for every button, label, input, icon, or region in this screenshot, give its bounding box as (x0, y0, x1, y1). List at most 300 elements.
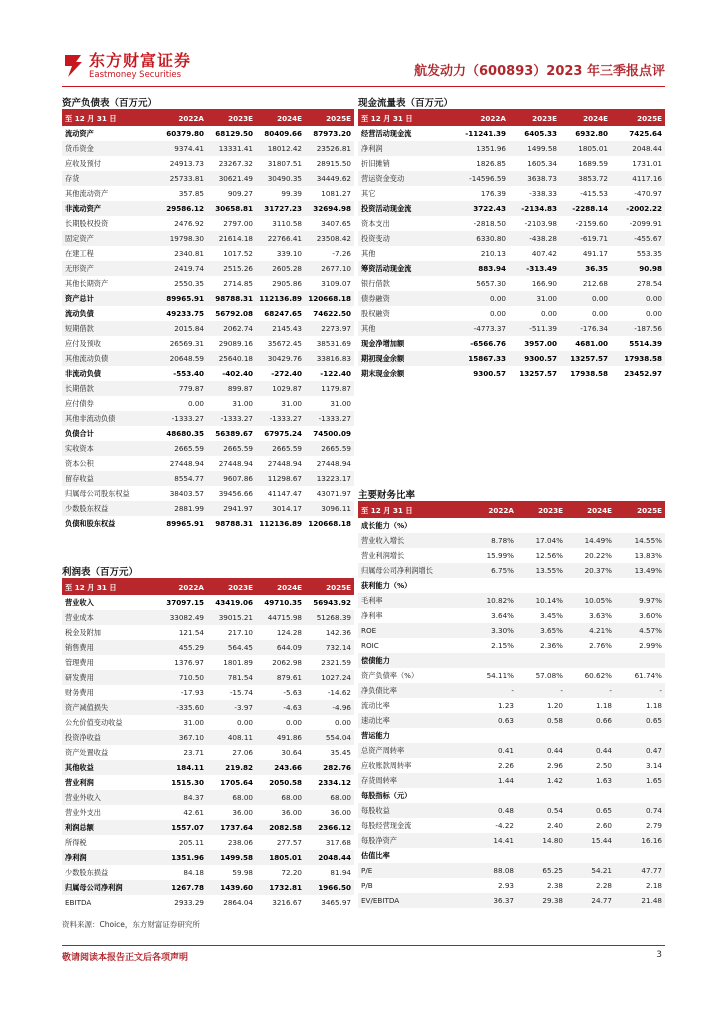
value-cell: -17.93 (180, 688, 204, 697)
value-cell: 212.68 (582, 279, 608, 288)
value-cell: 5657.30 (476, 279, 506, 288)
row-label: P/B (361, 881, 373, 890)
value-cell: 31.00 (232, 399, 253, 408)
table-row (62, 201, 354, 216)
value-cell: 15.44 (566, 833, 615, 848)
header-year-cell: 2024E (560, 111, 611, 126)
value-cell: 90.98 (611, 261, 665, 276)
table-row (358, 743, 665, 758)
value-cell: 1801.89 (223, 658, 253, 667)
value-cell: 19798.30 (158, 231, 207, 246)
value-cell: 36.35 (560, 261, 611, 276)
row-label: 应收账款周转率 (361, 761, 412, 770)
header-year-cell: 2023E (509, 111, 560, 126)
value-cell: -14596.59 (458, 171, 509, 186)
value-cell: 4117.16 (611, 171, 665, 186)
row-label: 营业成本 (62, 610, 158, 625)
value-cell: 26569.31 (169, 339, 204, 348)
table-row (62, 411, 354, 426)
table-row (358, 638, 665, 653)
value-cell: 3.60% (639, 611, 662, 620)
value-cell: 30429.76 (256, 351, 305, 366)
value-cell: 0.66 (566, 713, 615, 728)
value-cell: -5.63 (283, 688, 302, 697)
row-label: 其他 (358, 321, 458, 336)
table-row (62, 291, 354, 306)
value-cell: 47.77 (615, 863, 665, 878)
table-row (62, 790, 354, 805)
value-cell: 29089.16 (218, 339, 253, 348)
table-row (358, 231, 665, 246)
value-cell (517, 653, 566, 668)
value-cell (517, 728, 566, 743)
value-cell: 27448.94 (267, 459, 302, 468)
value-cell: 2.26 (497, 761, 514, 770)
value-cell: -455.67 (611, 231, 665, 246)
value-cell: 553.35 (636, 249, 662, 258)
table-row (358, 698, 665, 713)
value-cell: 1737.64 (207, 820, 256, 835)
value-cell: 4.57% (615, 623, 665, 638)
value-cell: -338.33 (529, 189, 557, 198)
value-cell: 1.23 (497, 701, 514, 710)
table-row (62, 141, 354, 156)
value-cell: 2.50 (595, 761, 612, 770)
value-cell: 142.36 (325, 628, 351, 637)
row-label: 非流动资产 (62, 201, 158, 216)
value-cell: 1027.24 (305, 670, 354, 685)
table-row (62, 730, 354, 745)
row-label: 非流动负债 (65, 369, 101, 378)
value-cell: 22766.41 (256, 231, 305, 246)
value-cell: 56389.67 (215, 429, 253, 438)
row-label: 资产总计 (62, 291, 158, 306)
header-period-cell: 至 12 月 31 日 (62, 111, 158, 126)
value-cell: -2103.98 (524, 219, 557, 228)
value-cell: 3.64% (491, 611, 514, 620)
value-cell: 0.00 (560, 291, 611, 306)
value-cell: 0.54 (517, 803, 566, 818)
header-year-cell: 2025E (305, 111, 354, 126)
value-cell: 84.37 (158, 790, 207, 805)
value-cell: 16.16 (615, 833, 665, 848)
value-cell: 2797.00 (223, 219, 253, 228)
value-cell: 21.48 (615, 893, 665, 908)
table-row (62, 850, 354, 865)
value-cell: 2.60 (595, 821, 612, 830)
value-cell: 2.76% (589, 641, 612, 650)
value-cell: 30.64 (281, 748, 302, 757)
value-cell: 3.65% (517, 623, 566, 638)
header-divider (62, 86, 665, 87)
row-label: 总资产周转率 (358, 743, 468, 758)
value-cell (615, 728, 665, 743)
value-cell: - (468, 683, 517, 698)
value-cell: 2.38 (546, 881, 563, 890)
value-cell: 121.54 (178, 628, 204, 637)
row-label: 净利润 (62, 850, 158, 865)
value-cell: 74500.09 (313, 429, 351, 438)
value-cell: 3407.65 (321, 219, 351, 228)
logo-cn-text: 东方财富证券 (89, 51, 192, 70)
footer-divider (62, 945, 665, 946)
value-cell: 27448.94 (218, 459, 253, 468)
value-cell: 17938.58 (570, 369, 608, 378)
value-cell: 4681.00 (575, 339, 608, 348)
table-row (358, 306, 665, 321)
value-cell: 217.10 (227, 628, 253, 637)
row-label: 营业外支出 (65, 808, 101, 817)
table-row (62, 426, 354, 441)
value-cell: 68247.65 (264, 309, 302, 318)
row-label: 净利润 (358, 141, 458, 156)
value-cell: 0.65 (566, 803, 615, 818)
value-cell: 5514.39 (629, 339, 662, 348)
value-cell (615, 578, 665, 593)
table-row (358, 653, 665, 668)
value-cell: 20.37% (566, 563, 615, 578)
value-cell: 10.14% (517, 593, 566, 608)
table-row (62, 516, 354, 531)
value-cell: 3.45% (540, 611, 563, 620)
value-cell: 3638.73 (509, 171, 560, 186)
table-row (358, 351, 665, 366)
value-cell: 2321.59 (321, 658, 351, 667)
value-cell: 2941.97 (207, 501, 256, 516)
table-row (62, 456, 354, 471)
table-row (62, 396, 354, 411)
table-row (358, 291, 665, 306)
value-cell (615, 518, 665, 533)
value-cell: 1029.87 (256, 381, 305, 396)
table-row (358, 893, 665, 908)
table-row (62, 441, 354, 456)
table-row (62, 610, 354, 625)
balance-sheet-table (62, 111, 354, 531)
value-cell: 9.97% (615, 593, 665, 608)
row-label: 偿债能力 (358, 653, 468, 668)
row-label: 财务费用 (65, 688, 94, 697)
value-cell: 23526.81 (305, 141, 354, 156)
value-cell (468, 788, 517, 803)
value-cell: 2048.44 (611, 141, 665, 156)
value-cell (566, 578, 615, 593)
value-cell (468, 728, 517, 743)
header-year-cell: 2022A (158, 580, 207, 595)
value-cell: 1605.34 (527, 159, 557, 168)
table-row (358, 533, 665, 548)
row-label: 税金及附加 (65, 628, 101, 637)
header-year-cell: 2023E (207, 580, 256, 595)
value-cell: -415.53 (580, 189, 608, 198)
row-label: 每股指标（元） (361, 791, 412, 800)
value-cell: 0.58 (517, 713, 566, 728)
value-cell: 564.45 (207, 640, 256, 655)
value-cell: 14.55% (615, 533, 665, 548)
value-cell: - (615, 683, 665, 698)
table-header-row (62, 580, 354, 595)
value-cell: 15867.33 (458, 351, 509, 366)
value-cell: 1.18 (645, 701, 662, 710)
value-cell: 68129.50 (215, 129, 253, 138)
row-label: 投资净收益 (62, 730, 158, 745)
value-cell: 43419.06 (215, 598, 253, 607)
row-label: 实收资本 (62, 441, 158, 456)
value-cell: 644.09 (256, 640, 305, 655)
row-label: 其他长期资产 (65, 279, 109, 288)
row-label: 应付及预收 (65, 339, 101, 348)
value-cell: 2.36% (540, 641, 563, 650)
value-cell: 282.76 (305, 760, 354, 775)
table-header-row (358, 503, 665, 518)
value-cell (468, 518, 517, 533)
header-year-cell: 2025E (305, 580, 354, 595)
value-cell: 491.86 (256, 730, 305, 745)
value-cell: 1689.59 (578, 159, 608, 168)
value-cell: 1705.64 (220, 778, 253, 787)
value-cell: 49233.75 (166, 309, 204, 318)
value-cell: -4.22 (495, 821, 514, 830)
value-cell: 56792.08 (215, 309, 253, 318)
value-cell: 31.00 (281, 399, 302, 408)
row-label: 营业利润增长 (361, 551, 405, 560)
value-cell: -470.97 (634, 189, 662, 198)
header-year-cell: 2024E (566, 503, 615, 518)
value-cell: 2550.35 (174, 279, 204, 288)
table-row (358, 773, 665, 788)
row-label: 管理费用 (65, 658, 94, 667)
value-cell: 899.87 (207, 381, 256, 396)
value-cell: 1439.60 (207, 880, 256, 895)
value-cell: 0.00 (611, 291, 665, 306)
value-cell: 2.79 (645, 821, 662, 830)
value-cell: -2159.60 (575, 219, 608, 228)
value-cell (566, 518, 615, 533)
table-row (62, 655, 354, 670)
income-statement-title: 利润表（百万元） (62, 567, 139, 578)
value-cell: 68.00 (305, 790, 354, 805)
value-cell: -1333.27 (305, 411, 354, 426)
value-cell (566, 788, 615, 803)
row-label: 少数股东损益 (65, 868, 109, 877)
value-cell (517, 788, 566, 803)
value-cell: 28915.50 (316, 159, 351, 168)
value-cell: 57.08% (535, 671, 563, 680)
value-cell: 277.57 (276, 838, 302, 847)
row-label: 流动资产 (65, 129, 94, 138)
row-label: 成长能力（%） (361, 521, 412, 530)
row-label: 无形资产 (62, 261, 158, 276)
value-cell: 8.78% (468, 533, 517, 548)
row-label: 资产处置收益 (65, 748, 109, 757)
value-cell: 6.75% (468, 563, 517, 578)
value-cell: 0.44 (517, 743, 566, 758)
value-cell: 184.11 (158, 760, 207, 775)
value-cell: -122.40 (320, 369, 351, 378)
row-label: 利润总额 (62, 820, 158, 835)
value-cell: 10.05% (566, 593, 615, 608)
row-label: 货币资金 (62, 141, 158, 156)
value-cell: 3014.17 (256, 501, 305, 516)
value-cell: 112136.89 (259, 519, 302, 528)
value-cell: 238.06 (227, 838, 253, 847)
table-row (62, 321, 354, 336)
value-cell: 74622.50 (313, 309, 351, 318)
row-label: 营业外收入 (62, 790, 158, 805)
value-cell: -4.63 (256, 700, 305, 715)
value-cell: 2145.43 (256, 321, 305, 336)
row-label: 每股经营现金流 (361, 821, 412, 830)
value-cell: 80409.66 (264, 129, 302, 138)
value-cell: 61.74% (634, 671, 662, 680)
value-cell: 43071.97 (316, 489, 351, 498)
value-cell: 24.77 (566, 893, 615, 908)
row-label: 其他 (361, 249, 376, 258)
row-label: 归属母公司股东权益 (65, 489, 130, 498)
value-cell (615, 848, 665, 863)
value-cell: 0.00 (458, 291, 509, 306)
value-cell: 51268.39 (305, 610, 354, 625)
table-row (358, 563, 665, 578)
value-cell: 317.68 (325, 838, 351, 847)
value-cell: -402.40 (222, 369, 253, 378)
row-label: 其它 (361, 189, 376, 198)
row-label: 营业收入 (65, 598, 94, 607)
header-period-cell: 至 12 月 31 日 (62, 580, 158, 595)
value-cell: 166.90 (531, 279, 557, 288)
value-cell: 2665.59 (256, 441, 305, 456)
value-cell: 2476.92 (174, 219, 204, 228)
row-label: 营运能力 (361, 731, 390, 740)
header-year-cell: 2025E (611, 111, 665, 126)
row-label: 长期股权投资 (65, 219, 109, 228)
table-row (62, 336, 354, 351)
value-cell: 17938.58 (611, 351, 665, 366)
value-cell: 36.00 (330, 808, 351, 817)
value-cell: 2.40 (546, 821, 563, 830)
value-cell: 0.00 (285, 718, 302, 727)
table-row (358, 803, 665, 818)
value-cell: 1499.58 (509, 141, 560, 156)
row-label: 短期借款 (62, 321, 158, 336)
value-cell: 89965.91 (166, 519, 204, 528)
value-cell: -1333.27 (207, 411, 256, 426)
value-cell: 31.00 (330, 399, 351, 408)
value-cell: 31807.51 (267, 159, 302, 168)
value-cell: 0.65 (615, 713, 665, 728)
value-cell: 14.41 (468, 833, 517, 848)
row-label: P/E (358, 863, 468, 878)
value-cell: 2515.26 (207, 261, 256, 276)
row-label: 归属母公司净利润增长 (358, 563, 468, 578)
row-label: 投资变动 (358, 231, 458, 246)
value-cell (517, 578, 566, 593)
value-cell: 2905.86 (272, 279, 302, 288)
value-cell: -4.96 (305, 700, 354, 715)
value-cell: 1826.85 (476, 159, 506, 168)
value-cell: 1.65 (615, 773, 665, 788)
row-label: 固定资产 (62, 231, 158, 246)
value-cell: 72.20 (281, 868, 302, 877)
value-cell: -2134.83 (509, 201, 560, 216)
table-row (358, 608, 665, 623)
value-cell: 2273.97 (305, 321, 354, 336)
value-cell: 15.99% (486, 551, 514, 560)
value-cell: - (566, 683, 615, 698)
value-cell (468, 653, 517, 668)
table-row (62, 820, 354, 835)
row-label: EBITDA (65, 898, 92, 907)
value-cell: 278.54 (636, 279, 662, 288)
value-cell: 6330.80 (458, 231, 509, 246)
value-cell: -4773.37 (458, 321, 509, 336)
value-cell (566, 728, 615, 743)
value-cell: 35.45 (330, 748, 351, 757)
value-cell: 18012.42 (256, 141, 305, 156)
table-row (62, 775, 354, 790)
data-source-note: 资料来源：Choice，东方财富证券研究所 (62, 920, 200, 929)
value-cell: 23267.32 (218, 159, 253, 168)
table-row (62, 471, 354, 486)
table-row (358, 758, 665, 773)
value-cell: 68.00 (256, 790, 305, 805)
value-cell: 1805.01 (560, 141, 611, 156)
value-cell: 2366.12 (305, 820, 354, 835)
value-cell: 2677.10 (305, 261, 354, 276)
value-cell: 1179.87 (305, 381, 354, 396)
value-cell: 32694.98 (305, 201, 354, 216)
value-cell: 6405.33 (524, 129, 557, 138)
row-label: 销售费用 (62, 640, 158, 655)
value-cell: 3096.11 (305, 501, 354, 516)
logo-en-text: Eastmoney Securities (89, 70, 182, 80)
row-label: 经营活动现金流 (361, 129, 412, 138)
table-row (358, 863, 665, 878)
value-cell: 2665.59 (158, 441, 207, 456)
value-cell: 1966.50 (305, 880, 354, 895)
value-cell (615, 788, 665, 803)
value-cell: 710.50 (158, 670, 207, 685)
value-cell: 33082.49 (158, 610, 207, 625)
value-cell: 99.39 (281, 189, 302, 198)
value-cell: 13.83% (634, 551, 662, 560)
row-label: 营业利润 (65, 778, 94, 787)
row-label: 债券融资 (358, 291, 458, 306)
value-cell: 36.00 (281, 808, 302, 817)
table-row (358, 186, 665, 201)
value-cell: 67975.24 (264, 429, 302, 438)
table-row (358, 578, 665, 593)
value-cell: -15.74 (229, 688, 253, 697)
row-label: 期末现金余额 (361, 369, 405, 378)
table-row (358, 276, 665, 291)
value-cell: -2818.50 (473, 219, 506, 228)
value-cell: 781.54 (207, 670, 256, 685)
table-row (62, 805, 354, 820)
value-cell: 491.17 (582, 249, 608, 258)
value-cell: 909.27 (227, 189, 253, 198)
value-cell: 0.00 (489, 309, 506, 318)
row-label: 应付债券 (65, 399, 94, 408)
value-cell: 9374.41 (158, 141, 207, 156)
table-row (62, 895, 354, 910)
table-row (358, 848, 665, 863)
value-cell: 2334.12 (318, 778, 351, 787)
value-cell: 1.44 (468, 773, 517, 788)
value-cell: 1557.07 (158, 820, 207, 835)
value-cell: 0.00 (334, 718, 351, 727)
value-cell: 0.47 (615, 743, 665, 758)
